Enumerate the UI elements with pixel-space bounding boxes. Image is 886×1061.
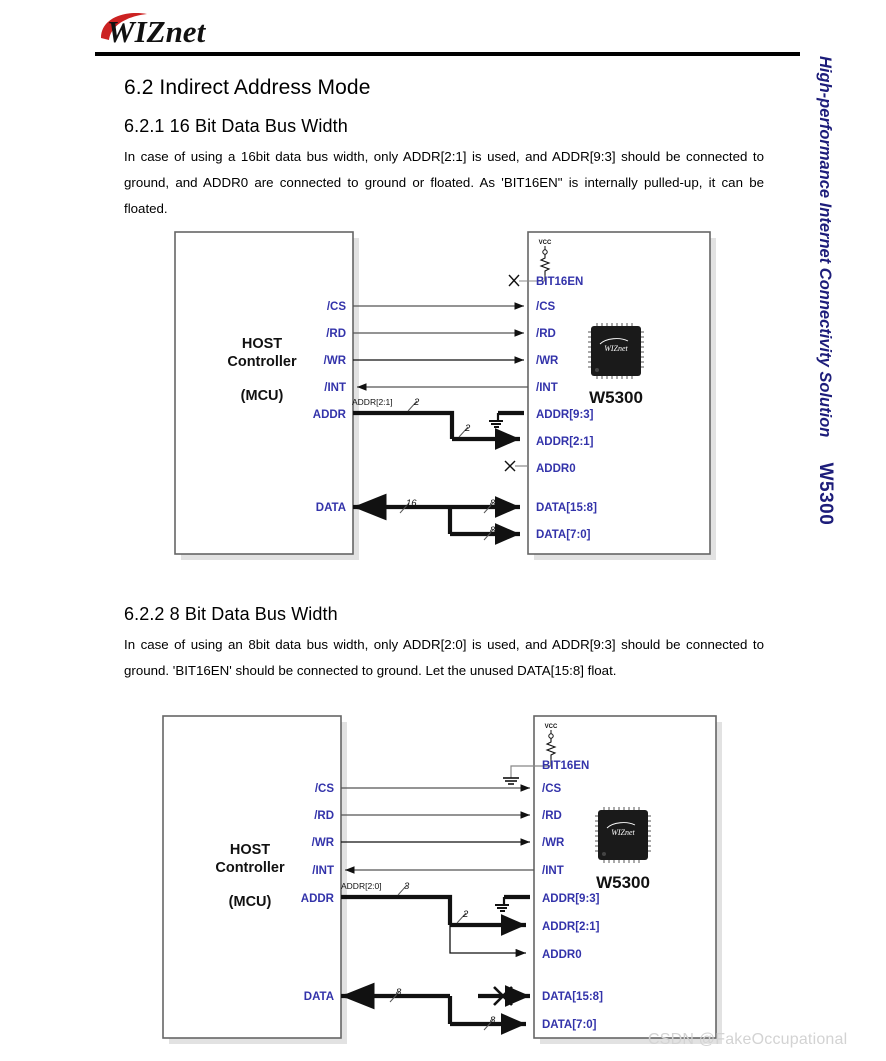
device-pin-cs-2: /CS — [542, 783, 562, 795]
addr9-3-ground-stub — [489, 413, 524, 427]
device-pin-addr2-1: ADDR[2:1] — [536, 436, 594, 448]
data-lo-width-label: 8 — [490, 525, 496, 536]
host-pin-addr-2: ADDR — [300, 893, 334, 905]
addr-bus-name-label: ADDR[2:1] — [352, 397, 393, 407]
device-pin-addr0-2: ADDR0 — [542, 949, 582, 961]
addr0-branch-line — [450, 925, 526, 953]
device-pin-int-2: /INT — [542, 865, 564, 877]
host-pin-cs: /CS — [326, 301, 346, 313]
wiznet-logo — [95, 8, 315, 50]
addr9-3-ground-stub-2 — [495, 897, 530, 911]
section-paragraph-6-2-1: In case of using a 16bit data bus width, only ADDR[2:1] is used, and ADDR[9:3] should be connected to ground, and ADDR0 are connected to ground or floated. As 'BIT16EN" is internally pulled-up, it can be floated. — [124, 149, 764, 216]
ground-symbol-2 — [495, 905, 509, 911]
device-pin-wr: /WR — [536, 355, 559, 367]
host-label-line2-2: Controller — [215, 860, 285, 876]
w5300-chip-package — [588, 323, 644, 379]
device-pin-rd: /RD — [536, 328, 556, 340]
host-pin-data-2: DATA — [303, 991, 334, 1003]
device-pin-addr9-3-2: ADDR[9:3] — [542, 893, 600, 905]
w5300-part-label: W5300 — [589, 388, 643, 407]
w5300-part-label-2: W5300 — [596, 873, 650, 892]
host-controller-block-2 — [163, 716, 341, 1038]
addr-bus-path-2 — [341, 897, 526, 925]
host-label-line1-2: HOST — [229, 842, 271, 858]
device-pin-data7-0-2: DATA[7:0] — [542, 1019, 597, 1031]
host-pin-int-2: /INT — [312, 865, 334, 877]
device-pin-data7-0: DATA[7:0] — [536, 529, 591, 541]
host-label-line3: (MCU) — [240, 388, 284, 404]
header-divider-rule — [95, 52, 800, 56]
w5300-chip-package-2 — [595, 807, 651, 863]
host-label-line2: Controller — [227, 354, 297, 370]
data-bus-path — [357, 507, 520, 534]
host-pin-addr: ADDR — [312, 409, 346, 421]
addr0-no-connect-x — [505, 461, 515, 471]
device-pin-cs: /CS — [536, 301, 556, 313]
schematic-16bit-data-bus — [0, 225, 886, 570]
device-pin-int: /INT — [536, 382, 558, 394]
ground-symbol — [489, 421, 503, 427]
device-pin-bit16en: BIT16EN — [536, 276, 584, 288]
host-pin-wr-2: /WR — [311, 837, 334, 849]
sidebar-part-number: W5300 — [815, 462, 836, 526]
host-label-line3-2: (MCU) — [228, 894, 272, 910]
section-heading-6-2-2: 6.2.2 8 Bit Data Bus Width — [124, 604, 338, 624]
host-pin-data: DATA — [315, 502, 346, 514]
section-heading-6-2-1: 6.2.1 16 Bit Data Bus Width — [124, 116, 348, 136]
section-heading-6-2: 6.2 Indirect Address Mode — [124, 76, 371, 99]
section-paragraph-6-2-2: In case of using an 8bit data bus width, only ADDR[2:0] is used, and ADDR[9:3] should be connected to ground. 'BIT16EN' should be connected to ground. Let the unused DATA[15:8] float. — [124, 637, 764, 678]
device-pin-data15-8-2: DATA[15:8] — [542, 991, 603, 1003]
csdn-watermark: CSDN @FakeOccupational — [648, 1031, 848, 1048]
data-bus-path-2 — [345, 996, 530, 1024]
data-lo-width-label-2: 8 — [490, 1015, 496, 1026]
device-pin-addr2-1-2: ADDR[2:1] — [542, 921, 600, 933]
host-pin-wr: /WR — [323, 355, 346, 367]
data-hi-width-label: 8 — [490, 498, 496, 509]
chip-logo-text-2: WIZnet — [611, 828, 635, 837]
chip-logo-text: WIZnet — [604, 344, 628, 353]
device-pin-wr-2: /WR — [542, 837, 565, 849]
host-pin-rd-2: /RD — [314, 810, 334, 822]
data-bus-width-label-2: 8 — [396, 987, 402, 998]
bit16en-no-connect-x — [509, 275, 519, 286]
logo-wordmark: WIZnet — [107, 14, 206, 49]
host-pin-cs-2: /CS — [314, 783, 334, 795]
device-pin-data15-8: DATA[15:8] — [536, 502, 597, 514]
sidebar-tagline: High-performance Internet Connectivity Solution — [816, 56, 834, 438]
bit16en-ground-symbol — [503, 778, 519, 784]
addr-bus-width-label-2: 3 — [404, 881, 410, 892]
host-label-line1: HOST — [241, 336, 283, 352]
host-pin-rd: /RD — [326, 328, 346, 340]
device-pin-addr0: ADDR0 — [536, 463, 576, 475]
host-pin-int: /INT — [324, 382, 346, 394]
device-pin-bit16en-2: BIT16EN — [542, 760, 590, 772]
data-bus-width-label: 16 — [406, 498, 417, 509]
vcc-label: VCC — [538, 240, 552, 246]
device-pin-addr9-3: ADDR[9:3] — [536, 409, 594, 421]
addr-split-width-label: 2 — [465, 423, 471, 434]
addr-bus-width-label: 2 — [414, 397, 420, 408]
schematic-8bit-data-bus — [0, 708, 886, 1053]
addr-split-width-label-2: 2 — [463, 909, 469, 920]
addr-bus-name-label-2: ADDR[2:0] — [341, 881, 382, 891]
device-pin-rd-2: /RD — [542, 810, 562, 822]
vcc-label-2: VCC — [544, 724, 558, 730]
